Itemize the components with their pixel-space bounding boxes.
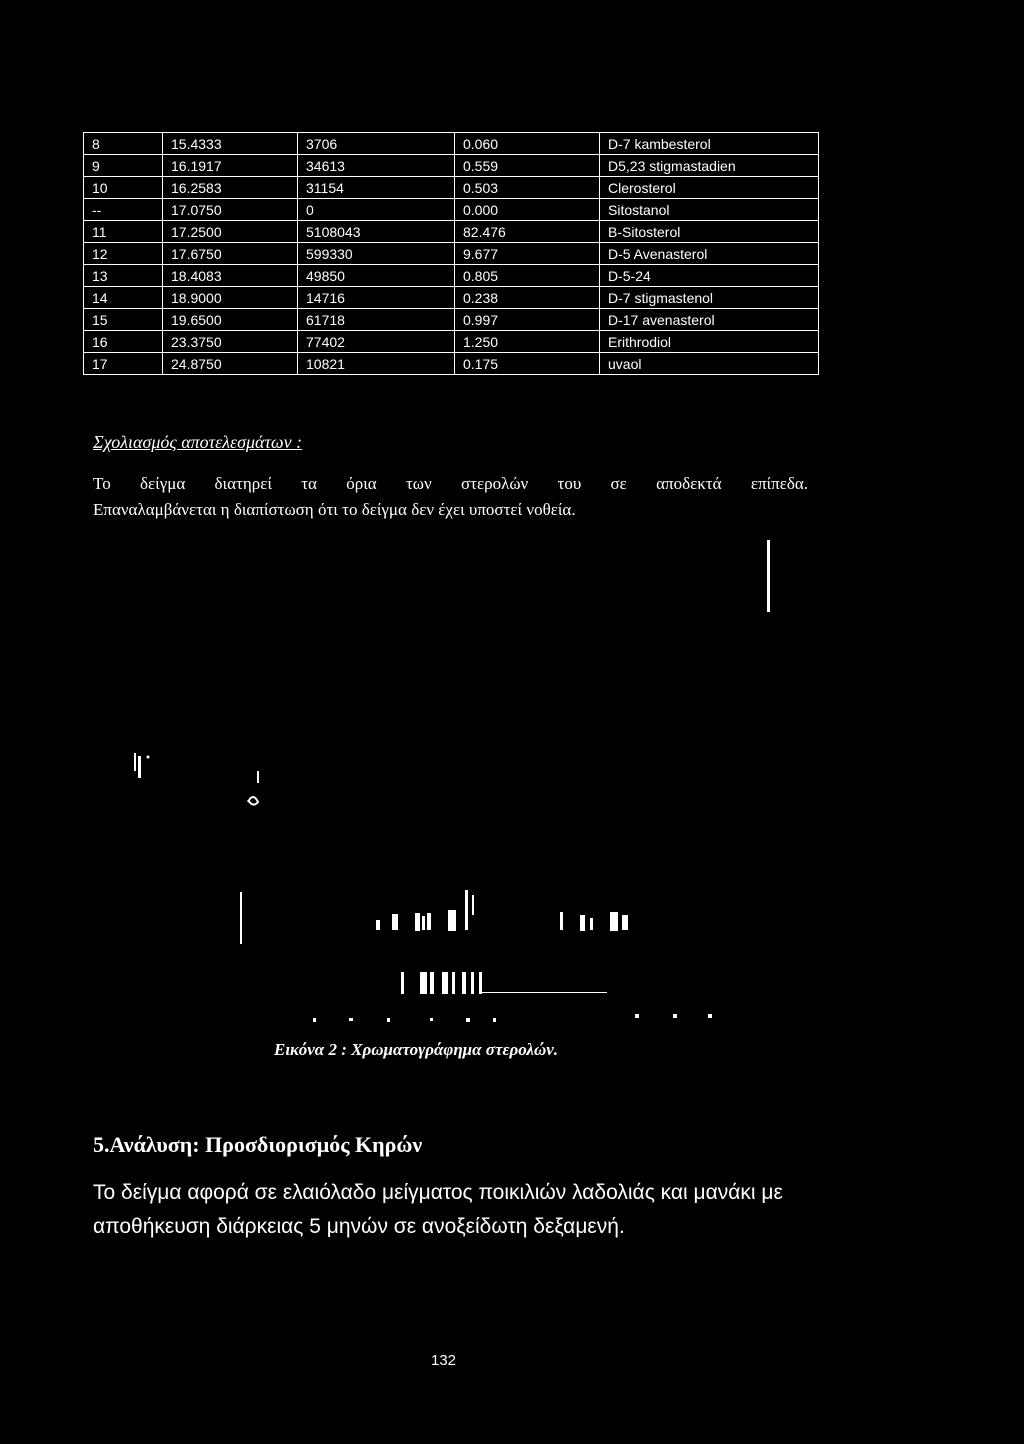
table-cell: 15.4333 (163, 133, 298, 155)
table-cell: 31154 (298, 177, 455, 199)
table-row (84, 243, 819, 265)
table-cell: 34613 (298, 155, 455, 177)
table-cell: 17.2500 (163, 221, 298, 243)
table-cell: 0.238 (455, 287, 600, 309)
table-cell: Clerosterol (600, 177, 819, 199)
table-cell: 9 (84, 155, 163, 177)
table-cell: 18.4083 (163, 265, 298, 287)
table-cell: 19.6500 (163, 309, 298, 331)
table-cell: 23.3750 (163, 331, 298, 353)
table-cell: D-17 avenasterol (600, 309, 819, 331)
table-cell: 17 (84, 353, 163, 375)
table-cell: 15 (84, 309, 163, 331)
table-cell: 17.0750 (163, 199, 298, 221)
table-cell: 24.8750 (163, 353, 298, 375)
table-row (84, 177, 819, 199)
table-cell: D-7 kambesterol (600, 133, 819, 155)
table-row (84, 133, 819, 155)
table-cell: 5108043 (298, 221, 455, 243)
table-cell: 11 (84, 221, 163, 243)
sterol-chromatogram (130, 540, 830, 1030)
table-cell: 1.250 (455, 331, 600, 353)
section-5-text: Το δείγμα αφορά σε ελαιόλαδο μείγματος ποικιλιών λαδολιάς και μανάκι με αποθήκευση διάρκειας 5 μηνών σε ανοξείδωτη δεξαμενή. (93, 1181, 783, 1238)
table-cell: 17.6750 (163, 243, 298, 265)
comments-heading: Σχολιασμός αποτελεσμάτων : (93, 432, 303, 452)
table-cell: 0.997 (455, 309, 600, 331)
table-cell: 0.805 (455, 265, 600, 287)
table-row (84, 155, 819, 177)
table-cell: 18.9000 (163, 287, 298, 309)
table-cell: Erithrodiol (600, 331, 819, 353)
sterol-results-table (83, 132, 819, 375)
table-cell: B-Sitosterol (600, 221, 819, 243)
table-cell: 0.503 (455, 177, 600, 199)
table-cell: 0.175 (455, 353, 600, 375)
table-cell: 16 (84, 331, 163, 353)
table-cell: 14716 (298, 287, 455, 309)
table-cell: D5,23 stigmastadien (600, 155, 819, 177)
table-cell: uvaol (600, 353, 819, 375)
table-cell: 14 (84, 287, 163, 309)
table-cell: 10 (84, 177, 163, 199)
table-cell: -- (84, 199, 163, 221)
table-cell: D-7 stigmastenol (600, 287, 819, 309)
table-cell: 9.677 (455, 243, 600, 265)
comments-line-1: Το δείγμα διατηρεί τα όρια των στερολών του σε αποδεκτά επίπεδα. (93, 474, 808, 493)
table-cell: 8 (84, 133, 163, 155)
table-cell: 599330 (298, 243, 455, 265)
table-cell: Sitostanol (600, 199, 819, 221)
table-cell: 49850 (298, 265, 455, 287)
comments-line-2: Επαναλαμβάνεται η διαπίστωση ότι το δείγμα δεν έχει υποστεί νοθεία. (93, 500, 576, 519)
table-cell: 10821 (298, 353, 455, 375)
table-cell: 0.060 (455, 133, 600, 155)
table-cell: D-5 Avenasterol (600, 243, 819, 265)
table-cell: 82.476 (455, 221, 600, 243)
table-cell: 0.000 (455, 199, 600, 221)
table-cell: 0 (298, 199, 455, 221)
table-cell: 0.559 (455, 155, 600, 177)
table-cell: 61718 (298, 309, 455, 331)
table-cell: 12 (84, 243, 163, 265)
section-5-heading: 5.Ανάλυση: Προσδιορισμός Κηρών (93, 1132, 423, 1157)
table-cell: 16.1917 (163, 155, 298, 177)
table-cell: 16.2583 (163, 177, 298, 199)
table-cell: 13 (84, 265, 163, 287)
table-cell: D-5-24 (600, 265, 819, 287)
table-row (84, 265, 819, 287)
table-row (84, 353, 819, 375)
figure-caption: Εικόνα 2 : Χρωματογράφημα στερολών. (274, 1040, 559, 1059)
page-number: 132 (431, 1352, 457, 1369)
table-cell: 3706 (298, 133, 455, 155)
table-cell: 77402 (298, 331, 455, 353)
table-row (84, 221, 819, 243)
table-row (84, 331, 819, 353)
table-row (84, 199, 819, 221)
table-row (84, 287, 819, 309)
table-row (84, 309, 819, 331)
